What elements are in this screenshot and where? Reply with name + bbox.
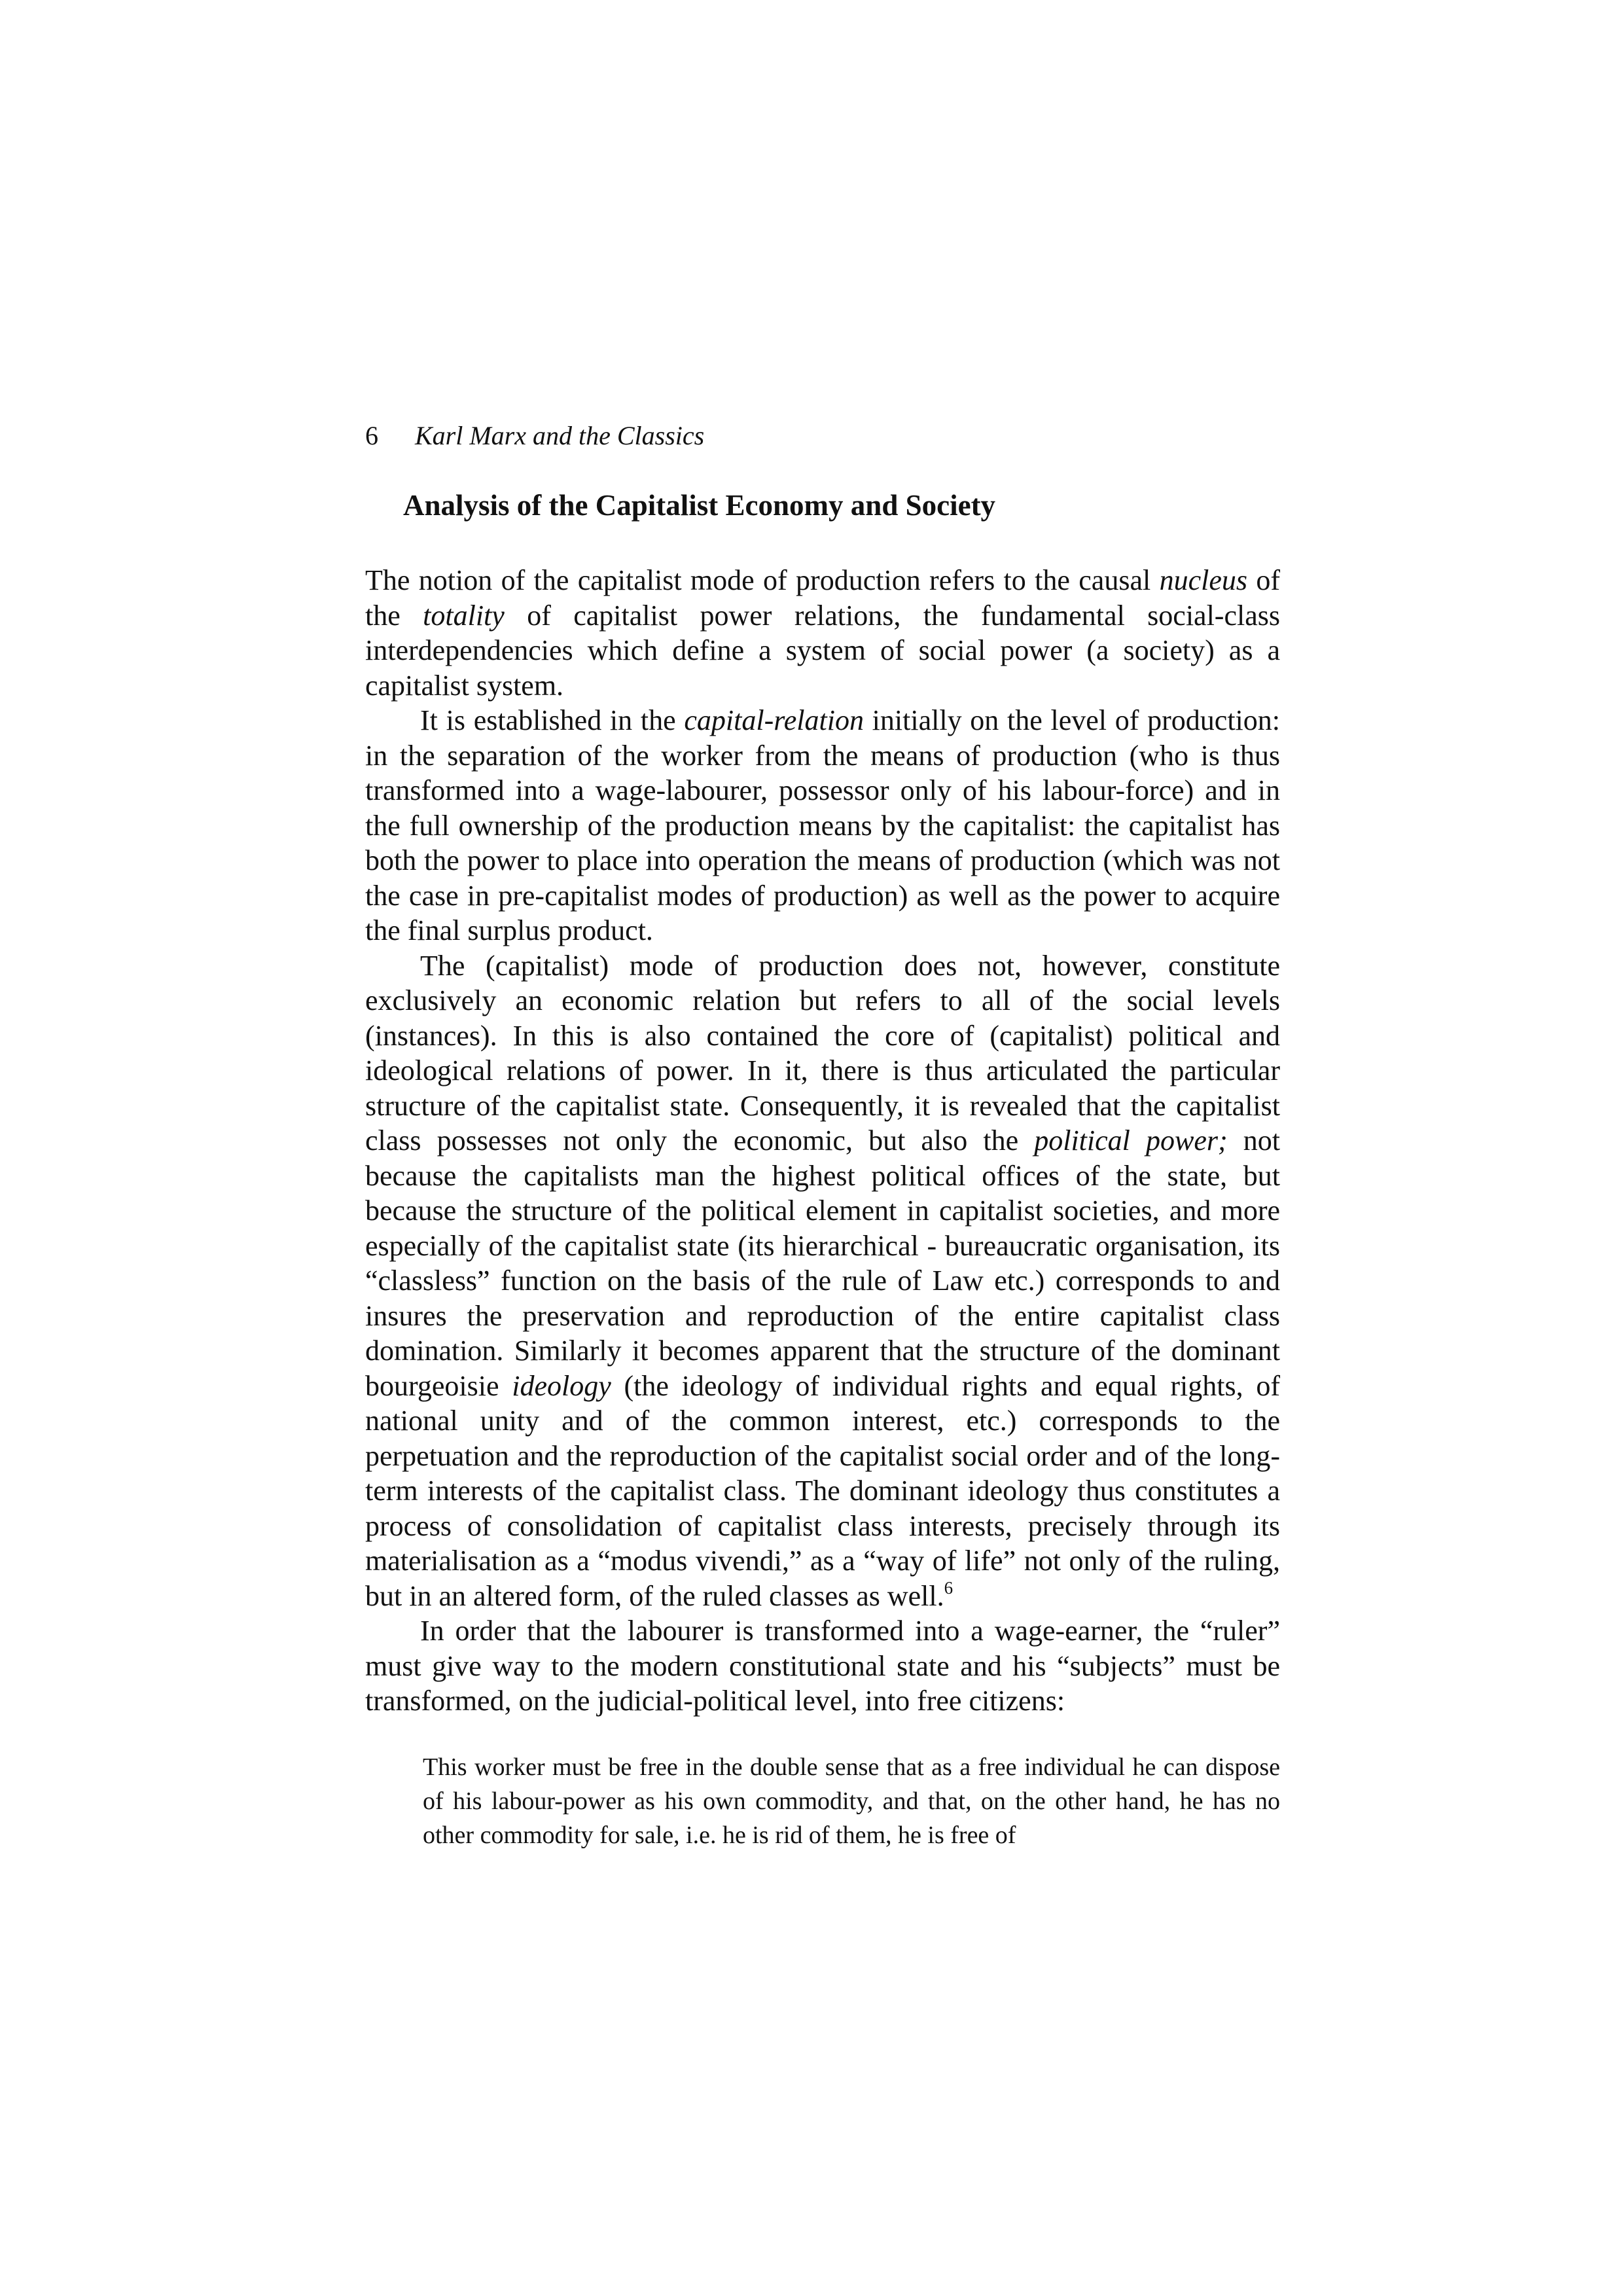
emphasis-political-power: political power; [1034, 1124, 1228, 1157]
emphasis-totality: totality [423, 599, 505, 632]
emphasis-nucleus: nucleus [1159, 564, 1247, 596]
emphasis-ideology: ideology [512, 1369, 611, 1402]
emphasis-capital-relation: capital-relation [684, 704, 864, 736]
running-head [365, 419, 1280, 453]
paragraph-3: The (capitalist) mode of production does not, however, constitute exclusively an economic relation but refers to all of the social levels (instances). In this is also contained the core of (capitalist) political and ideological relations of power. In it, there is thus articulated the particular structure of the capitalist state. Consequently, it is revealed that the capitalist class possesses not only the economic, but also the political power; not because the capitalists man the highest political offices of the state, but because the structure of the political element in capitalist societies, and more especially of the capitalist state (its hierarchical - bureaucratic organisation, its “classless” function on the basis of the rule of Law etc.) corresponds to and insures the preservation and reproduction of the entire capitalist class domination. Similarly it becomes apparent that the structure of the dominant bourgeoisie ideology (the ideology of individual rights and equal rights, of national unity and of the common interest, etc.) corresponds to the perpetuation and the reproduction of the capitalist social order and of the long-term interests of the capitalist class. The dominant ideology thus constitutes a process of consolidation of capitalist class interests, precisely through its materialisation as a “modus vivendi,” as a “way of life” not only of the ruling, but in an altered form, of the ruled classes as well.$^6$ [365, 949, 1280, 1612]
footnote-marker: 6 [944, 1577, 954, 1598]
section-heading: Analysis of the Capitalist Economy and Society [403, 489, 996, 522]
page-number: 6 [365, 421, 378, 450]
paragraph-2: It is established in the capital-relation initially on the level of production: in the separation of the worker from the means of production (who is thus transformed into a wage-labourer, possessor only of his labour-force) and in the full ownership of the production means by the capitalist: the capitalist has both the power to place into operation the means of production (which was not the case in pre-capitalist modes of production) as well as the power to acquire the final surplus product. [365, 704, 1280, 946]
running-title: Karl Marx and the Classics [415, 421, 705, 450]
block-quote: This worker must be free in the double sense that as a free individual he can dispose of his labour-power as his own commodity, and that, on the other hand, he has no other commodity for sale, i.e. he is rid of them, he is free of [423, 1753, 1280, 1849]
body-text [365, 563, 1280, 1852]
book-page [365, 419, 1280, 1852]
paragraph-1: The notion of the capitalist mode of production refers to the causal nucleus of the totality of capitalist power relations, the fundamental social-class interdependencies which define a system of social power (a society) as a capitalist system. [365, 564, 1281, 702]
paragraph-4: In order that the labourer is transformed into a wage-earner, the “ruler” must give way to the modern constitutional state and his “subjects” must be transformed, on the judicial-political level, into free citizens: [365, 1615, 1280, 1717]
